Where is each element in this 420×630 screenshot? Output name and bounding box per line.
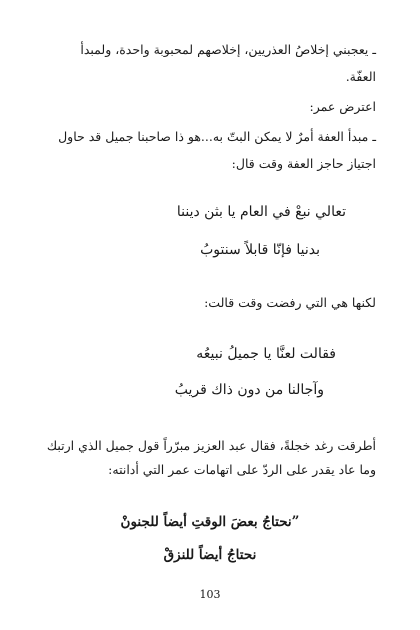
paragraph-4-line-1: لكنها هي التي رفضت وقت قالت: xyxy=(204,295,376,310)
paragraph-1-line-1: ـ يعجبني إخلاصُ العذريين، إخلاصهم لمحبوبة واحدة، ولمبدأ xyxy=(80,42,376,57)
quote-line-1: ”نحتاجُ بعضَ الوقتِ أيضاً للجنونْ xyxy=(120,514,300,530)
verse-2-second-hemistich: وآجالنا من دون ذاك قريبُ xyxy=(174,382,324,398)
verse-1-second-hemistich: بدنيا فإنّا قابلاً سنتوبُ xyxy=(200,242,320,258)
paragraph-1 xyxy=(44,36,376,90)
paragraph-4 xyxy=(44,289,376,316)
page-number: 103 xyxy=(199,588,221,601)
paragraph-2-line-1: اعترض عمر: xyxy=(309,99,376,114)
paragraph-1-line-2: العفّة. xyxy=(345,69,376,84)
verse-2-first-hemistich: فقالت لعنَّا يا جميلُ نبيعُه xyxy=(196,346,336,362)
quote-line-2: نحتاجُ أيضاً للنزقْ xyxy=(163,547,257,563)
paragraph-3-line-1: ـ مبدأ العفة أمرٌ لا يمكن البتّ به...هو ذا صاحبنا جميل قد حاول xyxy=(58,129,376,144)
paragraph-2 xyxy=(44,93,376,120)
paragraph-5 xyxy=(44,434,376,482)
paragraph-3-line-2: اجتياز حاجز العفة وقت قال: xyxy=(231,156,376,171)
paragraph-5-line-2: وما عاد يقدر على الردّ على اتهامات عمر التي أدانته: xyxy=(108,462,376,477)
paragraph-5-line-1: أطرقت رغد خجلةً، فقال عبد العزيز مبرّراً قول جميل الذي ارتبك xyxy=(46,438,376,453)
verse-1-first-hemistich: تعالي نبعْ في العام يا بثن ديننا xyxy=(176,204,346,220)
paragraph-3 xyxy=(44,123,376,177)
